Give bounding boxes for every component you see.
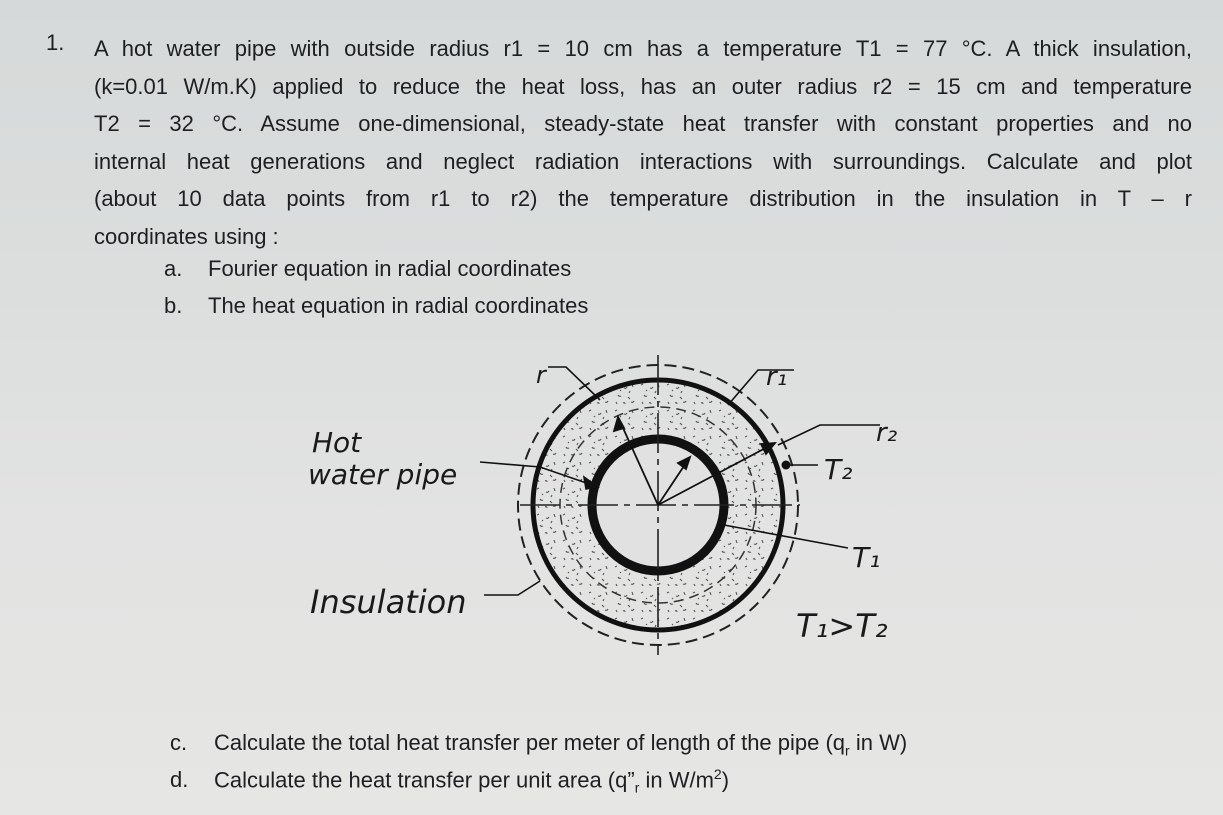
pipe-cross-section-figure (300, 355, 910, 665)
label-r: r (536, 361, 546, 389)
problem-statement (94, 30, 1192, 255)
list-item-d (170, 766, 729, 796)
list-item-label: c. (170, 730, 188, 755)
list-item-text: Calculate the heat transfer per unit area (q” (214, 767, 635, 793)
label-r1: r₁ (766, 362, 788, 392)
subscript: r (634, 779, 640, 796)
superscript: 2 (713, 766, 722, 782)
list-item-label: a. (164, 256, 183, 281)
list-item-tail: in W) (849, 730, 908, 755)
problem-number: 1. (46, 30, 65, 55)
list-item-text: Fourier equation in radial coordinates (208, 256, 572, 281)
problem-line-3: T2 = 32 °C. Assume one-dimensional, steady-state heat transfer with constant properties and no (94, 111, 1192, 136)
list-item-c (170, 730, 907, 758)
list-item-label: b. (164, 293, 183, 318)
list-item-label: d. (170, 767, 189, 793)
problem-line-1: A hot water pipe with outside radius r1 = 10 cm has a temperature T1 = 77 °C. A thick insulation, (94, 36, 1192, 61)
list-item-mid: in W/m (639, 767, 714, 793)
problem-line-4: internal heat generations and neglect radiation interactions with surroundings. Calculate and plot (94, 148, 1192, 174)
label-hot: Hot (312, 426, 362, 459)
list-item-tail: ) (721, 767, 730, 793)
label-r2: r₂ (876, 418, 898, 448)
problem-line-6: coordinates using : (94, 223, 279, 249)
label-insulation: Insulation (310, 583, 467, 621)
label-water-pipe: water pipe (308, 458, 458, 491)
list-item-text: Calculate the total heat transfer per meter of length of the pipe (q (214, 730, 846, 755)
list-item-a (164, 256, 571, 282)
t2-point-marker (782, 461, 791, 470)
list-item-b (164, 293, 588, 319)
problem-line-2: (k=0.01 W/m.K) applied to reduce the heat loss, has an outer radius r2 = 15 cm and temperature (94, 73, 1192, 99)
label-temperature-relation: T₁>T₂ (796, 607, 888, 645)
problem-line-5: (about 10 data points from r1 to r2) the temperature distribution in the insulation in T – r (94, 186, 1192, 211)
label-t1: T₁ (852, 541, 881, 574)
subscript: r (845, 742, 850, 759)
label-t2: T₂ (824, 453, 853, 486)
list-item-text: The heat equation in radial coordinates (208, 293, 589, 318)
